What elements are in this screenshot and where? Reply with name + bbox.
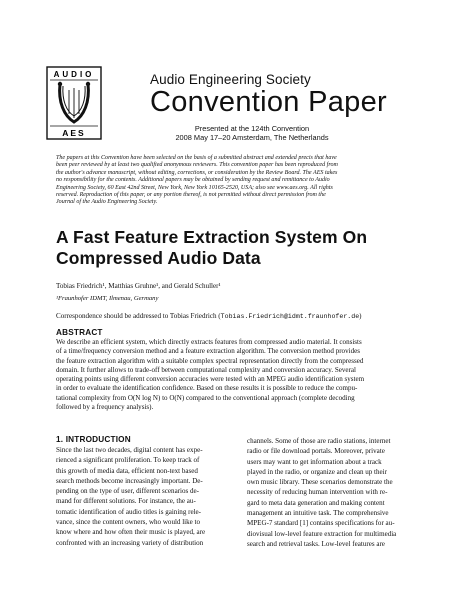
body-line: know where and how often their music is played, are [56, 528, 206, 537]
body-line: users may want to get information about a track [247, 457, 382, 466]
presented-line: 2008 May 17–20 Amsterdam, The Netherlands [175, 133, 329, 142]
disclaimer-line: Journal of the Audio Engineering Society. [56, 199, 158, 206]
body-line: tomatic identification of audio titles is gaining rele- [56, 507, 202, 516]
introduction-heading: 1. INTRODUCTION [56, 435, 131, 444]
abstract-line: We describe an efficient system, which directly extracts features from compressed audio material. It consists [56, 338, 362, 346]
body-line: mand for different solutions. For instance, the au- [56, 497, 196, 506]
left-column [56, 445, 236, 548]
body-line: gard to meta data generation and making content [247, 498, 385, 507]
body-line: search methods become increasingly important. De- [56, 476, 203, 485]
body-line: pending on the type of user, different scenarios de- [56, 487, 200, 496]
correspondence-suffix: ) [359, 312, 362, 320]
presented-line: Presented at the 124th Convention [194, 124, 310, 133]
paper-title-line: A Fast Feature Extraction System On [56, 227, 368, 247]
correspondence-prefix: Correspondence should be addressed to Tobias Friedrich ( [56, 312, 221, 320]
svg-text:AES: AES [62, 128, 86, 138]
body-line: Since the last two decades, digital content has expe- [56, 446, 203, 454]
body-line: necessity of reducing human intervention with re- [247, 488, 388, 497]
abstract-line: followed by a frequency analysis). [56, 403, 154, 412]
author-list: Tobias Friedrich¹, Matthias Gruhne¹, and Gerald Schuller¹ [56, 282, 221, 290]
body-line: channels. Some of those are radio stations, internet [247, 437, 391, 445]
paper-title-line: Compressed Audio Data [56, 248, 261, 268]
body-line: rienced a significant proliferation. To keep track of [56, 456, 200, 465]
abstract-line: in order to evaluate the identification confidence. Based on these results it is possible to reduce the compu- [56, 384, 358, 393]
affiliation: ¹Fraunhofer IDMT, Ilmenau, Germany [56, 295, 159, 302]
abstract-heading: ABSTRACT [56, 328, 103, 337]
abstract-body [56, 338, 428, 412]
body-line: search and retrieval tasks. Low-level features are [247, 539, 385, 548]
correspondence-email[interactable]: Tobias.Friedrich@idmt.fraunhofer.de [220, 313, 360, 320]
disclaimer-line: The papers at this Convention have been selected on the basis of a submitted abstract and extended precis that have [56, 155, 337, 161]
disclaimer-line: no responsibility for the contents. Additional papers may be obtained by sending request and remittance to Audio [56, 177, 330, 184]
aes-logo-icon [46, 66, 102, 140]
disclaimer-line: reserved. Reproduction of this paper, or any portion thereof, is not permitted without direct permission from the [56, 192, 326, 199]
convention-paper-title: Convention Paper [150, 86, 387, 118]
abstract-line: of a time/frequency conversion method and a feature extraction algorithm. The conversion method provides [56, 347, 360, 356]
body-line: management an intuitive task. The comprehensive [247, 509, 389, 518]
society-name: Audio Engineering Society [150, 72, 311, 87]
paper-title [56, 227, 436, 269]
body-line: confronted with an increasing variety of distribution [56, 538, 204, 547]
correspondence [56, 312, 362, 320]
svg-text:AUDIO: AUDIO [53, 70, 95, 79]
presented-block [150, 124, 354, 142]
abstract-line: tational complexity from O(N log N) to O(N) compared to the conventional approach (complete decoding [56, 393, 355, 402]
body-line: played in the radio, or organize and clean up their [247, 467, 387, 476]
abstract-line: the feature extraction algorithm with a suitable complex spectral representation directly from the compressed [56, 356, 364, 365]
body-line: MPEG-7 standard [1] contains specifications for au- [247, 519, 395, 528]
abstract-line: domain. It further allows to trade-off between computational complexity and conversion accuracy. Several [56, 365, 356, 374]
body-line: this growth of media data, efficient non-text based [56, 466, 198, 475]
body-line: diovisual low-level feature extraction for multimedia [247, 529, 397, 538]
disclaimer-text [56, 155, 431, 207]
body-line: own music library. These scenarios demonstrate the [247, 478, 393, 487]
disclaimer-line: Engineering Society, 60 East 42nd Street, New York, New York 10165-2520, USA; also see www.aes.org. All rights [56, 184, 333, 191]
disclaimer-line: been peer reviewed by at least two qualified anonymous reviewers. This convention paper has been reproduced from [56, 162, 338, 169]
body-line: radio or file download portals. Moreover, private [247, 447, 385, 456]
abstract-line: operating points using different conversion accuracies were tested with an MPEG audio identification system [56, 375, 365, 384]
body-line: vance, since the content owners, who would like to [56, 518, 201, 527]
right-column [247, 436, 427, 549]
disclaimer-line: the author's advance manuscript, without editing, corrections, or consideration by the Review Board. The AES takes [56, 169, 338, 176]
